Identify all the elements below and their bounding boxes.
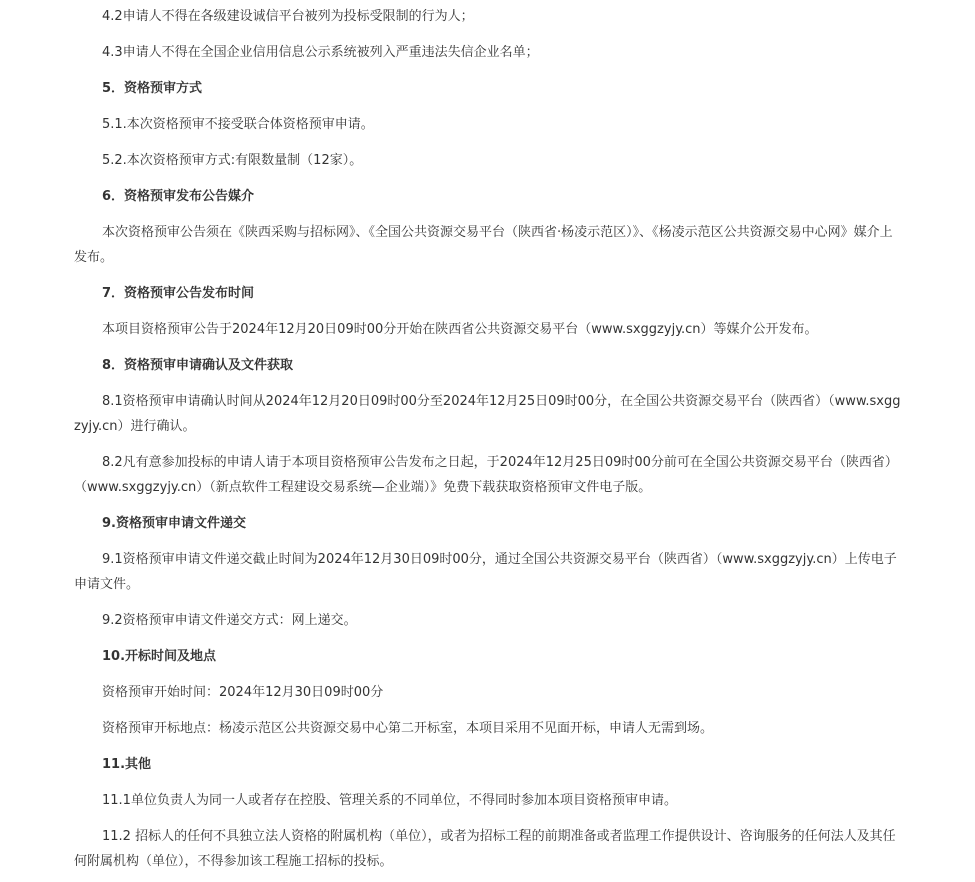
section-heading-7: 7．资格预审公告发布时间 [102,286,255,301]
clause-10-start-time: 资格预审开始时间：2024年12月30日09时00分 [102,685,384,700]
section-heading-8: 8．资格预审申请确认及文件获取 [102,358,294,373]
section-heading-9: 9.资格预审申请文件递交 [102,516,246,531]
section-heading-5: 5．资格预审方式 [102,81,203,96]
clause-8-2: 8.2凡有意参加投标的申请人请于本项目资格预审公告发布之日起，于2024年12月25日09时00分前可在全国公共资源交易平台（陕西省）（www.sxggzyjy.cn）（新点软件工程建设交易系统—企业端）》免费下载获取资格预审文件电子版。 [74,455,898,495]
clause-11-2: 11.2 招标人的任何不具独立法人资格的附属机构（单位），或者为招标工程的前期准备或者监理工作提供设计、咨询服务的任何法人及其任何附属机构（单位），不得参加该工程施工招标的投标。 [74,829,896,869]
clause-7-time: 本项目资格预审公告于2024年12月20日09时00分开始在陕西省公共资源交易平台（www.sxggzyjy.cn）等媒介公开发布。 [102,322,818,337]
clause-8-1: 8.1资格预审申请确认时间从2024年12月20日09时00分至2024年12月25日09时00分，在全国公共资源交易平台（陕西省）（www.sxggzyjy.cn）进行确认。 [74,394,901,434]
clause-6-media: 本次资格预审公告须在《陕西采购与招标网》、《全国公共资源交易平台（陕西省·杨凌示范区）》、《杨凌示范区公共资源交易中心网》媒介上发布。 [74,225,893,265]
clause-4-3: 4.3申请人不得在全国企业信用信息公示系统被列入严重违法失信企业名单； [102,45,539,60]
section-heading-6: 6．资格预审发布公告媒介 [102,189,255,204]
clause-5-2: 5.2.本次资格预审方式:有限数量制（12家）。 [102,153,363,168]
clause-10-location: 资格预审开标地点：杨凌示范区公共资源交易中心第二开标室，本项目采用不见面开标，申请人无需到场。 [102,721,714,736]
section-heading-10: 10.开标时间及地点 [102,649,217,664]
clause-9-1: 9.1资格预审申请文件递交截止时间为2024年12月30日09时00分，通过全国公共资源交易平台（陕西省）（www.sxggzyjy.cn）上传电子申请文件。 [74,552,897,592]
clause-9-2: 9.2资格预审申请文件递交方式：网上递交。 [102,613,357,628]
clause-11-1: 11.1单位负责人为同一人或者存在控股、管理关系的不同单位，不得同时参加本项目资格预审申请。 [102,793,677,808]
clause-5-1: 5.1.本次资格预审不接受联合体资格预审申请。 [102,117,374,132]
clause-4-2: 4.2申请人不得在各级建设诚信平台被列为投标受限制的行为人； [102,9,474,24]
section-heading-11: 11.其他 [102,757,152,772]
document-body [74,0,904,874]
